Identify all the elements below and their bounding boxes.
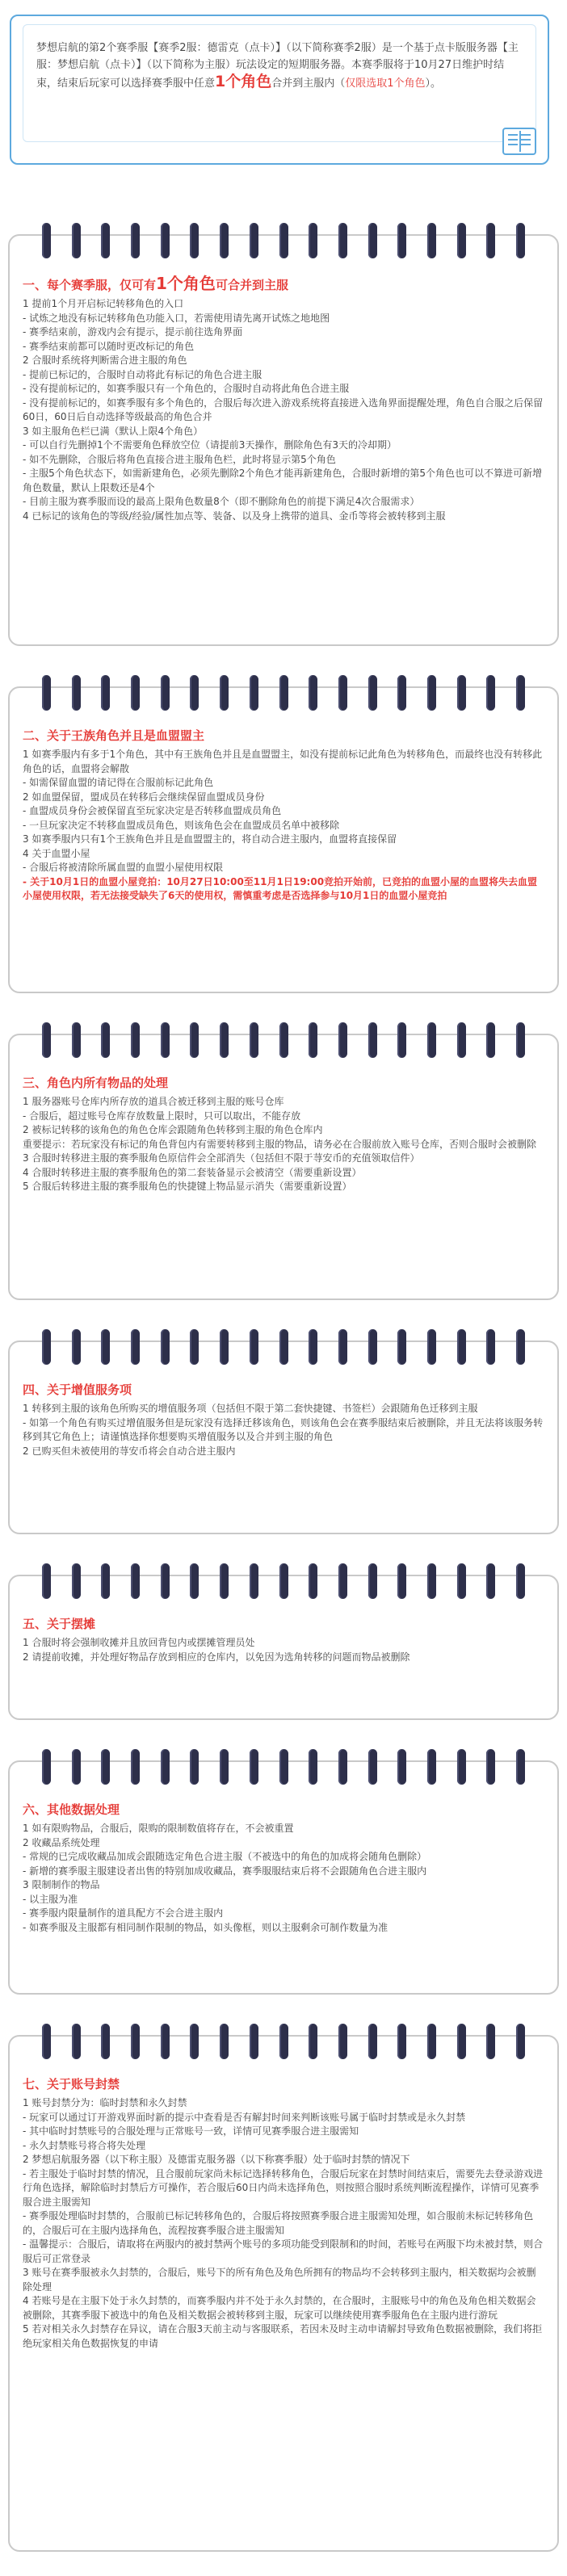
binder-ring-icon	[279, 1749, 288, 1785]
binder-rings	[42, 1329, 525, 1365]
section-line: - 赛季服处理临时封禁的，合服前已标记转移角色的，合服后将按照赛季服合进主服需知处理，如合服前未标记转移角色的，合服后可在主服内选择角色，流程按赛季服合进主服需知	[23, 2210, 534, 2236]
binder-ring-icon	[457, 1022, 466, 1058]
binder-ring-icon	[190, 2024, 199, 2059]
binder-ring-icon	[190, 223, 199, 258]
binder-ring-icon	[368, 1329, 377, 1365]
binder-ring-icon	[427, 1749, 436, 1785]
binder-ring-icon	[516, 1563, 525, 1599]
binder-ring-icon	[279, 1329, 288, 1365]
intro-highlight-big: 1个角色	[215, 73, 272, 90]
section-line: - 温馨提示：合服后，请取将在两服内的被封禁两个账号的多项功能受到限制和的时间，若账号在两服下均未被封禁，则合服后可正常登录	[23, 2238, 544, 2264]
binder-ring-icon	[338, 1329, 347, 1365]
section-card-3	[8, 1034, 559, 1300]
binder-ring-icon	[101, 1022, 110, 1058]
binder-ring-icon	[486, 675, 495, 711]
section-line: - 永久封禁账号将合将失处理	[23, 2139, 146, 2151]
section-title-end: 可合并到主服	[215, 278, 288, 292]
binder-ring-icon	[42, 2024, 51, 2059]
binder-ring-icon	[486, 223, 495, 258]
section-line: - 试炼之地没有标记转移角色功能入口，若需使用请先离开试炼之地地图	[23, 312, 330, 324]
intro-text-start: 梦想启航的第2个赛季服【赛季2服：德雷克（点卡）】（以下简称赛季2服）是一个基于点卡版服务器【主服：梦想启航（点卡）】（以下简称为主服）玩法设定的短期服务器。本赛季服将于10月27日维护时结束，结束后玩家可以选择赛季服中任意	[36, 42, 519, 90]
binder-ring-icon	[486, 1563, 495, 1599]
section-card-1	[8, 234, 559, 646]
section-line: - 合服后将被清除所属血盟的血盟小屋使用权限	[23, 862, 224, 873]
binder-ring-icon	[250, 1749, 258, 1785]
binder-ring-icon	[338, 2024, 347, 2059]
section-title: 二、关于王族角色并且是血盟盟主	[23, 728, 205, 743]
binder-ring-icon	[427, 2024, 436, 2059]
binder-ring-icon	[220, 2024, 229, 2059]
section-line: 4 关于血盟小屋	[23, 847, 90, 859]
section-line: - 如赛季服及主服都有相同制作限制的物品，如头像框，则以主服剩余可制作数量为准	[23, 1921, 388, 1933]
binder-ring-icon	[72, 1022, 81, 1058]
binder-ring-icon	[42, 1329, 51, 1365]
section-line: 1 转移到主服的该角色所购买的增值服务项（包括但不限于第二套快捷键、书签栏）会跟随角色迁移到主服	[23, 1403, 478, 1414]
section-line: 2 已购买但未被使用的荨安币将会自动合进主服内	[23, 1445, 236, 1457]
section-card-5	[8, 1575, 559, 1720]
section-line: 2 请提前收摊，并处理好物品存放到相应的仓库内，以免因为选角转移的问题而物品被删除	[23, 1651, 410, 1663]
binder-ring-icon	[397, 1749, 406, 1785]
binder-ring-icon	[397, 2024, 406, 2059]
binder-ring-icon	[190, 1749, 199, 1785]
book-icon	[502, 128, 536, 155]
section-line: 4 合服时转移进主服的赛季服角色的第二套装备显示会被清空（需要重新设置）	[23, 1166, 362, 1178]
section-line: 1 如赛季服内有多于1个角色，其中有王族角色并且是血盟盟主，如没有提前标记此角色为转移角色，而最终也没有转移此角色的话，血盟将会解散	[23, 749, 543, 774]
binder-ring-icon	[190, 1563, 199, 1599]
binder-ring-icon	[190, 675, 199, 711]
binder-rings	[42, 1563, 525, 1599]
section-line: 1 如有限购物品，合服后，限购的限制数值将存在，不会被重置	[23, 1823, 294, 1834]
section-line: 3 限制制作的物品	[23, 1879, 100, 1890]
binder-ring-icon	[368, 2024, 377, 2059]
binder-ring-icon	[72, 1563, 81, 1599]
binder-ring-icon	[220, 1022, 229, 1058]
binder-ring-icon	[279, 2024, 288, 2059]
binder-ring-icon	[250, 2024, 258, 2059]
binder-ring-icon	[190, 1022, 199, 1058]
binder-ring-icon	[427, 1022, 436, 1058]
binder-ring-icon	[516, 2024, 525, 2059]
binder-ring-icon	[457, 1329, 466, 1365]
binder-ring-icon	[161, 675, 170, 711]
binder-ring-icon	[516, 1329, 525, 1365]
section-line: - 可以自行先删掉1个不需要角色释放空位（请提前3天操作，删除角色有3天的冷却期）	[23, 439, 397, 451]
binder-ring-icon	[161, 1329, 170, 1365]
section-line: - 目前主服为赛季服而设的最高上限角色数量8个（即不删除角色的前提下满足4次合服需求）	[23, 496, 420, 507]
binder-ring-icon	[309, 1329, 317, 1365]
binder-ring-icon	[368, 675, 377, 711]
section-line: - 赛季服内限量制作的道具配方不会合进主服内	[23, 1907, 224, 1919]
binder-ring-icon	[220, 1749, 229, 1785]
binder-ring-icon	[161, 223, 170, 258]
section-line: - 赛季结束前都可以随时更改标记的角色	[23, 340, 195, 352]
section-line: 3 账号在赛季服被永久封禁的，合服后，账号下的所有角色及角色所拥有的物品均不会转移到主服内，相关数据均会被删除处理	[23, 2267, 536, 2293]
section-line: - 主服5个角色状态下，如需新建角色，必须先删除2个角色才能再新建角色，合服时新增的第5个角色也可以不算进可新增角色数量，默认上限数还是4个	[23, 468, 543, 493]
section-line: 3 如主服角色栏已满（默认上限4个角色）	[23, 425, 204, 437]
section-line: 2 梦想启航服务器（以下称主服）及德雷克服务器（以下称赛季服）处于临时封禁的情况下	[23, 2154, 410, 2165]
section-line: 4 已标记的该角色的等级/经验/属性加点等、装备、以及身上携带的道具、金币等将会被转移到主服	[23, 510, 446, 522]
binder-ring-icon	[250, 1022, 258, 1058]
binder-ring-icon	[457, 1563, 466, 1599]
binder-ring-icon	[101, 675, 110, 711]
binder-ring-icon	[309, 675, 317, 711]
binder-ring-icon	[309, 223, 317, 258]
binder-ring-icon	[101, 1563, 110, 1599]
section-title: 三、角色内所有物品的处理	[23, 1076, 169, 1090]
binder-ring-icon	[338, 1749, 347, 1785]
section-line: - 没有提前标记的，如赛季服只有一个角色的，合服时自动将此角色合进主服	[23, 383, 350, 394]
binder-ring-icon	[368, 1749, 377, 1785]
section-line: - 合服后，超过账号仓库存放数量上限时，只可以取出，不能存放	[23, 1110, 301, 1122]
section-card-6	[8, 1760, 559, 1995]
section-line: - 提前已标记的，合服时自动将此有标记的角色合进主服	[23, 368, 262, 380]
binder-ring-icon	[131, 2024, 140, 2059]
binder-ring-icon	[338, 1563, 347, 1599]
intro-highlight-red: 仅限选取1个角色	[345, 78, 426, 90]
section-card-2	[8, 686, 559, 993]
section-line: 3 合服时转移进主服的赛季服角色原信件会全部消失（包括但不限于荨安币的充值领取信件）	[23, 1152, 420, 1164]
binder-ring-icon	[457, 1749, 466, 1785]
binder-ring-icon	[42, 1022, 51, 1058]
binder-ring-icon	[486, 1022, 495, 1058]
section-line: 1 合服时将会强制收摊并且放回背包内或摆摊管理员处	[23, 1637, 255, 1648]
binder-ring-icon	[338, 223, 347, 258]
binder-ring-icon	[279, 223, 288, 258]
binder-ring-icon	[161, 1022, 170, 1058]
section-line: - 赛季结束前，游戏内会有提示，提示前往选角界面	[23, 326, 243, 338]
binder-ring-icon	[309, 2024, 317, 2059]
binder-ring-icon	[101, 1329, 110, 1365]
intro-text	[23, 24, 536, 142]
binder-ring-icon	[516, 1022, 525, 1058]
binder-ring-icon	[368, 1563, 377, 1599]
binder-ring-icon	[72, 2024, 81, 2059]
binder-ring-icon	[42, 675, 51, 711]
binder-rings	[42, 675, 525, 711]
section-line-warning: - 关于10月1日的血盟小屋竞拍：10月27日10:00至11月1日19:00竞拍开始前，已竞拍的血盟小屋的血盟将失去血盟小屋使用权限，若无法接受缺失了6天的使用权，需慎重考虑是否选择参与10月1日的血盟小屋竞拍	[23, 875, 538, 901]
binder-ring-icon	[279, 1022, 288, 1058]
binder-ring-icon	[101, 1749, 110, 1785]
section-line: - 以主服为准	[23, 1893, 78, 1905]
section-line: 2 合服时系统将判断需合进主服的角色	[23, 355, 187, 366]
binder-ring-icon	[457, 675, 466, 711]
section-title: 五、关于摆摊	[23, 1617, 96, 1631]
section-title	[23, 273, 544, 296]
section-line: 5 合服后转移进主服的赛季服角色的快捷键上物品显示消失（需要重新设置）	[23, 1181, 352, 1192]
section-line: - 血盟成员身份会被保留直至玩家决定是否转移血盟成员角色	[23, 805, 282, 816]
binder-ring-icon	[190, 1329, 199, 1365]
binder-ring-icon	[161, 1563, 170, 1599]
binder-ring-icon	[457, 2024, 466, 2059]
binder-ring-icon	[309, 1022, 317, 1058]
binder-ring-icon	[397, 1329, 406, 1365]
section-line: 1 账号封禁分为：临时封禁和永久封禁	[23, 2097, 187, 2108]
section-title: 七、关于账号封禁	[23, 2077, 120, 2091]
binder-ring-icon	[457, 223, 466, 258]
section-line: 2 被标记转移的该角色的角色仓库会跟随角色转移到主服的角色仓库内	[23, 1124, 323, 1135]
section-line: 4 若账号是在主服下处于永久封禁的，而赛季服内并不处于永久封禁的，在合服时，主服账号中的角色及角色相关数据会被删除，其赛季服下被选中的角色及相关数据会被转移到主服，玩家可以继续使用赛季服角色在主服内进行游玩	[23, 2295, 536, 2321]
section-line: - 如第一个角色有购买过增值服务但是玩家没有选择迁移该角色，则该角色会在赛季服结束后被删除，并且无法将该服务转移到其它角色上；请谨慎选择你想要购买增值服务以及合并到主服的角色	[23, 1416, 544, 1442]
section-line: - 如不先删除，合服后将角色直接合进主服角色栏，此时将显示第5个角色	[23, 453, 336, 465]
binder-ring-icon	[397, 1563, 406, 1599]
section-card-7	[8, 2035, 559, 2552]
binder-ring-icon	[220, 1563, 229, 1599]
binder-ring-icon	[279, 675, 288, 711]
section-line: - 如需保留血盟的请记得在合服前标记此角色	[23, 777, 214, 788]
binder-ring-icon	[72, 1749, 81, 1785]
section-title: 四、关于增值服务项	[23, 1382, 132, 1397]
binder-ring-icon	[309, 1749, 317, 1785]
intro-box	[10, 15, 549, 165]
binder-ring-icon	[486, 1329, 495, 1365]
binder-ring-icon	[250, 675, 258, 711]
binder-ring-icon	[427, 223, 436, 258]
binder-ring-icon	[516, 675, 525, 711]
binder-ring-icon	[250, 1329, 258, 1365]
binder-ring-icon	[131, 1022, 140, 1058]
section-line: - 新增的赛季服主服建设者出售的特别加成收藏品，赛季服服结束后将不会跟随角色合进主服内	[23, 1865, 427, 1877]
binder-rings	[42, 223, 525, 258]
binder-ring-icon	[427, 1563, 436, 1599]
section-line: - 一旦玩家决定不转移血盟成员角色，则该角色会在血盟成员名单中被移除	[23, 819, 340, 831]
binder-ring-icon	[338, 675, 347, 711]
binder-ring-icon	[42, 1563, 51, 1599]
binder-rings	[42, 1022, 525, 1058]
binder-ring-icon	[427, 1329, 436, 1365]
binder-ring-icon	[72, 1329, 81, 1365]
binder-ring-icon	[161, 2024, 170, 2059]
section-title-start: 一、每个赛季服，仅可有	[23, 278, 157, 292]
section-line: - 常规的已完成收藏品加成会跟随选定角色合进主服（不被选中的角色的加成将会随角色删除）	[23, 1851, 427, 1862]
section-line: 2 如血盟保留，盟成员在转移后会继续保留血盟成员身份	[23, 791, 265, 803]
binder-rings	[42, 1749, 525, 1785]
intro-text-end: ）。	[425, 78, 442, 90]
binder-ring-icon	[397, 675, 406, 711]
section-line: 1 提前1个月开启标记转移角色的入口	[23, 298, 184, 309]
binder-ring-icon	[516, 223, 525, 258]
binder-ring-icon	[427, 675, 436, 711]
binder-ring-icon	[397, 223, 406, 258]
binder-ring-icon	[368, 223, 377, 258]
binder-ring-icon	[220, 675, 229, 711]
binder-ring-icon	[368, 1022, 377, 1058]
binder-ring-icon	[309, 1563, 317, 1599]
section-card-4	[8, 1340, 559, 1534]
binder-ring-icon	[101, 2024, 110, 2059]
section-line: - 其中临时封禁账号的合服处理与正常账号一致，详情可见赛季服合进主服需知	[23, 2125, 359, 2137]
binder-ring-icon	[161, 1749, 170, 1785]
binder-ring-icon	[250, 223, 258, 258]
binder-ring-icon	[250, 1563, 258, 1599]
section-line: - 若主服处于临时封禁的情况，且合服前玩家尚未标记选择转移角色，合服后玩家在封禁时间结束后，需要先去登录游戏进行角色选择，解除临时封禁后方可操作，若合服后60日内尚未选择角色，则按照合服时系统判断流程操作，详情可见赛季服合进主服需知	[23, 2167, 544, 2208]
binder-ring-icon	[486, 2024, 495, 2059]
binder-ring-icon	[516, 1749, 525, 1785]
binder-ring-icon	[72, 675, 81, 711]
section-line: 3 如赛季服内只有1个王族角色并且是血盟盟主的，将自动合进主服内，血盟将直接保留	[23, 833, 397, 845]
intro-text-mid: 合并到主服内（	[271, 78, 346, 90]
section-line: 重要提示：若玩家没有标记的角色背包内有需要转移到主服的物品，请务必在合服前放入账号仓库，否则合服时会被删除	[23, 1138, 537, 1150]
binder-ring-icon	[72, 223, 81, 258]
binder-ring-icon	[486, 1749, 495, 1785]
section-title: 六、其他数据处理	[23, 1802, 120, 1817]
binder-ring-icon	[42, 1749, 51, 1785]
binder-ring-icon	[220, 223, 229, 258]
binder-ring-icon	[131, 223, 140, 258]
binder-ring-icon	[338, 1022, 347, 1058]
binder-ring-icon	[131, 1329, 140, 1365]
binder-rings	[42, 2024, 525, 2059]
binder-ring-icon	[397, 1022, 406, 1058]
section-line: 1 服务器账号仓库内所存放的道具合被迁移到主服的账号仓库	[23, 1096, 284, 1107]
binder-ring-icon	[101, 223, 110, 258]
binder-ring-icon	[220, 1329, 229, 1365]
binder-ring-icon	[131, 675, 140, 711]
section-line: 2 收藏品系统处理	[23, 1836, 100, 1848]
binder-ring-icon	[131, 1563, 140, 1599]
binder-ring-icon	[131, 1749, 140, 1785]
section-line: - 没有提前标记的，如赛季服有多个角色的，合服后每次进入游戏系统将直接进入选角界面提醒处理，角色自合服之后保留60日，60日后自动选择等级最高的角色合并	[23, 396, 544, 422]
section-line: - 玩家可以通过订开游戏界面时新的提示中查看是否有解封时间来判断该账号属于临时封禁或是永久封禁	[23, 2111, 466, 2123]
binder-ring-icon	[42, 223, 51, 258]
section-line: 5 若对相关永久封禁存在异议，请在合服3天前主动与客服联系，若因未及时主动申请解封导致角色数据被删除，我们将拒绝玩家相关角色数据恢复的申请	[23, 2323, 543, 2349]
section-title-highlight: 1个角色	[156, 274, 216, 293]
binder-ring-icon	[279, 1563, 288, 1599]
